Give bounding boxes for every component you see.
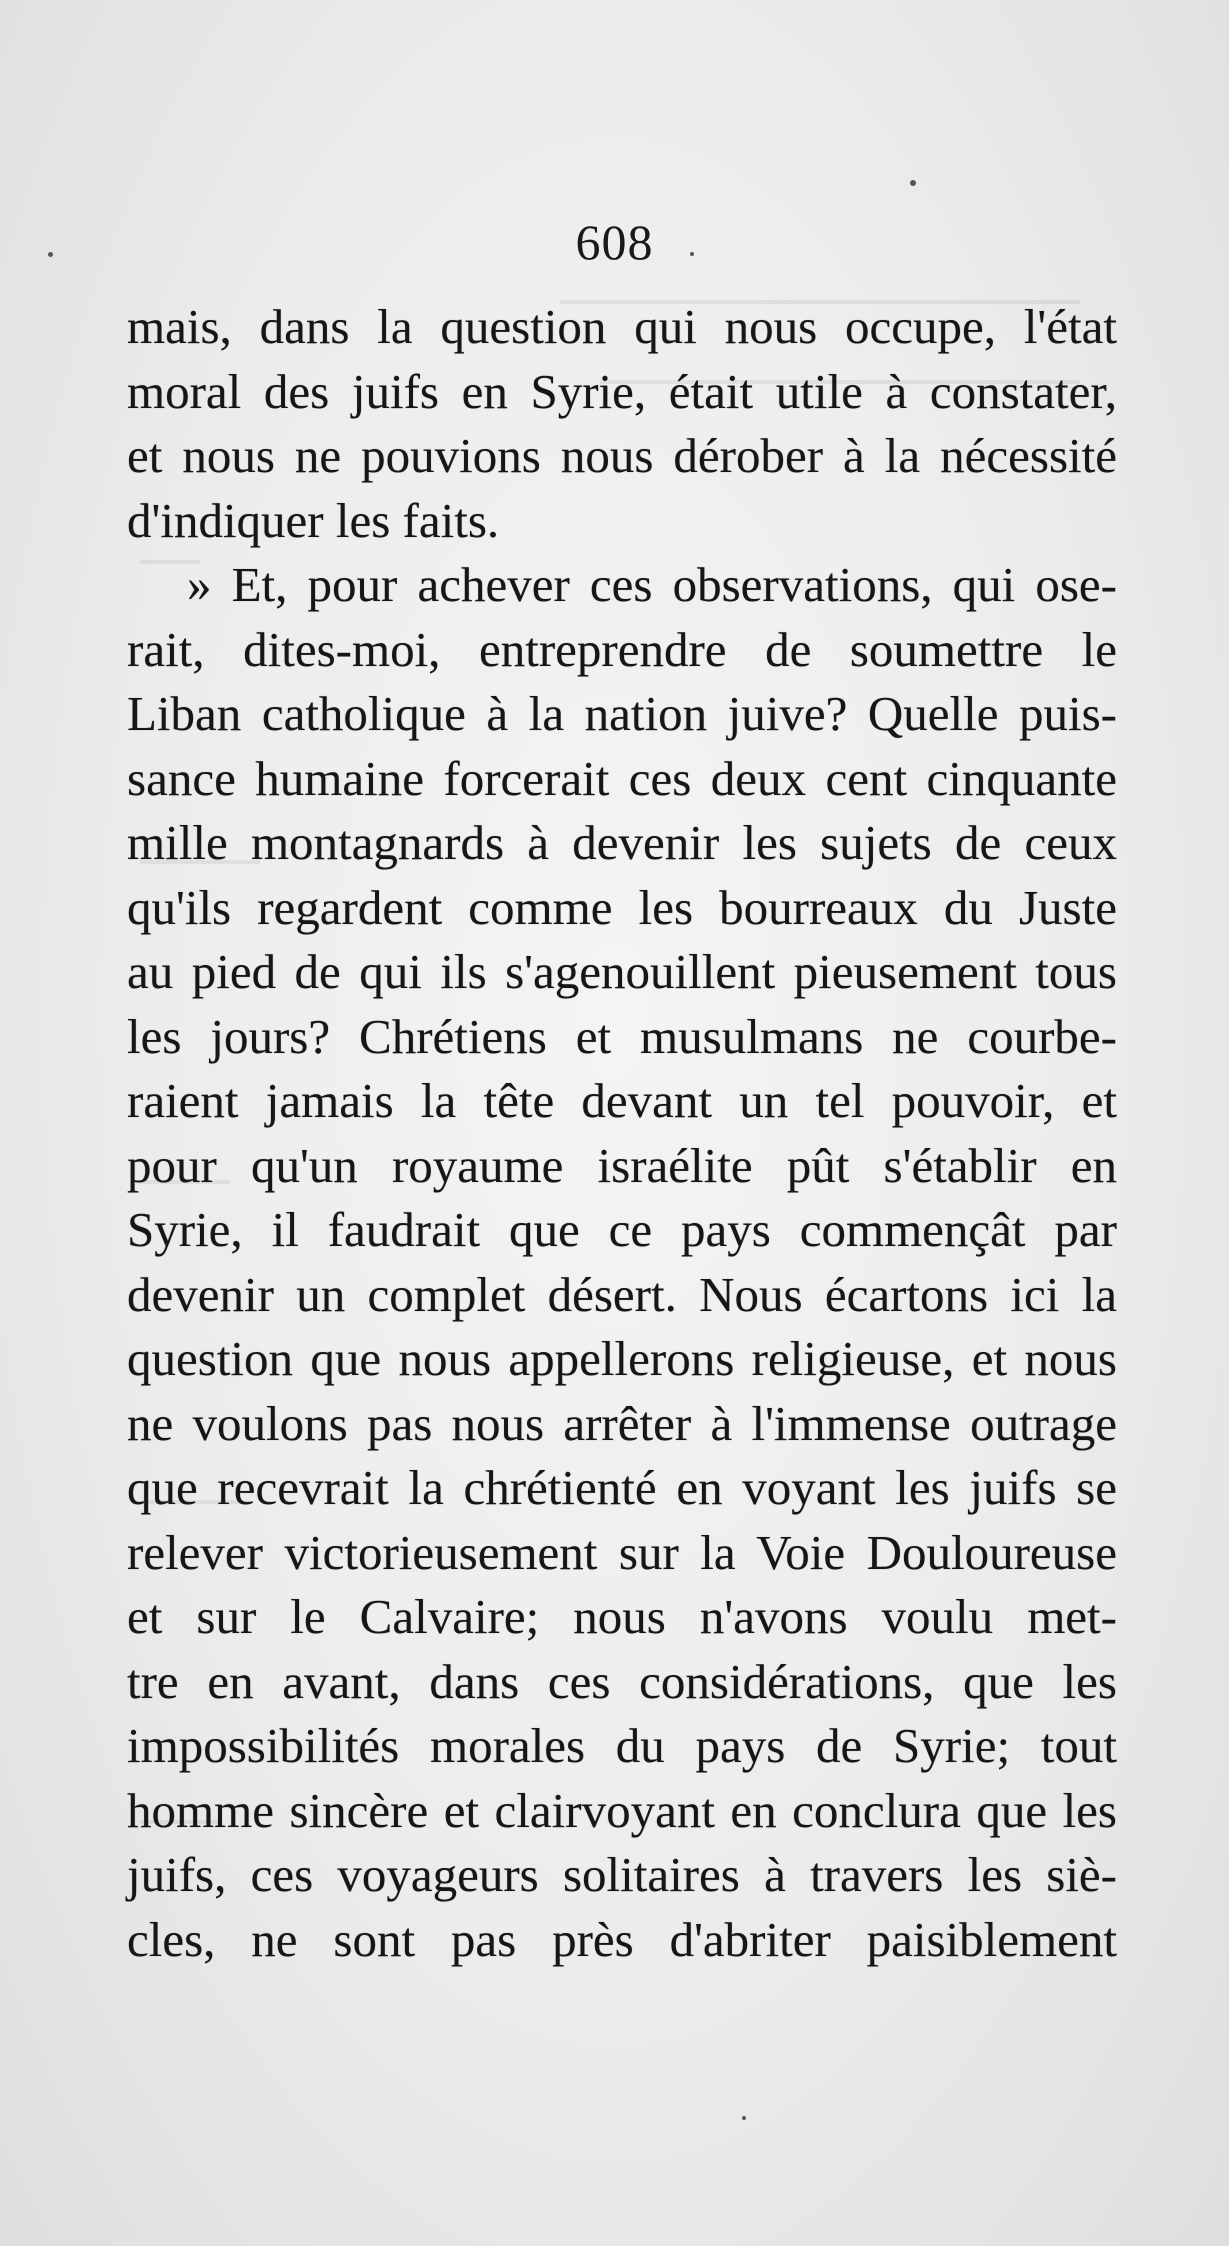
text-line: impossibilités morales du pays de Syrie; tout: [127, 1718, 1117, 1773]
text-line: et nous ne pouvions nous dérober à la nécessité: [127, 428, 1117, 483]
text-line: raient jamais la tête devant un tel pouvoir, et: [127, 1073, 1117, 1128]
text-line: Syrie, il faudrait que ce pays commençât par: [127, 1202, 1117, 1257]
text-line: Liban catholique à la nation juive? Quelle puis-: [127, 686, 1117, 741]
text-line: d'indiquer les faits.: [127, 492, 500, 548]
text-line: ne voulons pas nous arrêter à l'immense outrage: [127, 1395, 1117, 1451]
body-text: [127, 295, 1117, 1972]
text-line: au pied de qui ils s'agenouillent pieusement tous: [127, 944, 1117, 999]
text-line: cles, ne sont pas près d'abriter paisiblement: [127, 1911, 1117, 1967]
text-line: » Et, pour achever ces observations, qui ose-: [187, 557, 1117, 612]
text-line: qu'ils regardent comme les bourreaux du Juste: [127, 879, 1117, 935]
text-line: que recevrait la chrétienté en voyant les juifs se: [127, 1460, 1117, 1515]
text-line: tre en avant, dans ces considérations, que les: [127, 1653, 1117, 1709]
text-line: rait, dites-moi, entreprendre de soumettre le: [127, 621, 1117, 677]
text-line: sance humaine forcerait ces deux cent cinquante: [127, 750, 1117, 806]
text-line: question que nous appellerons religieuse, et nous: [127, 1331, 1117, 1386]
paper-speck: [910, 180, 916, 186]
text-line: moral des juifs en Syrie, était utile à constater,: [127, 363, 1117, 419]
text-line: pour qu'un royaume israélite pût s'établir en: [127, 1137, 1117, 1193]
text-line: devenir un complet désert. Nous écartons ici la: [127, 1266, 1117, 1322]
text-line: mais, dans la question qui nous occupe, l'état: [127, 299, 1117, 354]
text-line: et sur le Calvaire; nous n'avons voulu met-: [127, 1589, 1117, 1644]
text-line: juifs, ces voyageurs solitaires à travers les siè-: [127, 1847, 1117, 1902]
paper-speck: [742, 2116, 746, 2120]
text-line: les jours? Chrétiens et musulmans ne courbe-: [127, 1008, 1117, 1064]
page-number: 608: [575, 214, 654, 270]
text-line: homme sincère et clairvoyant en conclura que les: [127, 1782, 1117, 1838]
text-line: relever victorieusement sur la Voie Douloureuse: [127, 1524, 1117, 1580]
text-line: mille montagnards à devenir les sujets de ceux: [127, 815, 1117, 870]
